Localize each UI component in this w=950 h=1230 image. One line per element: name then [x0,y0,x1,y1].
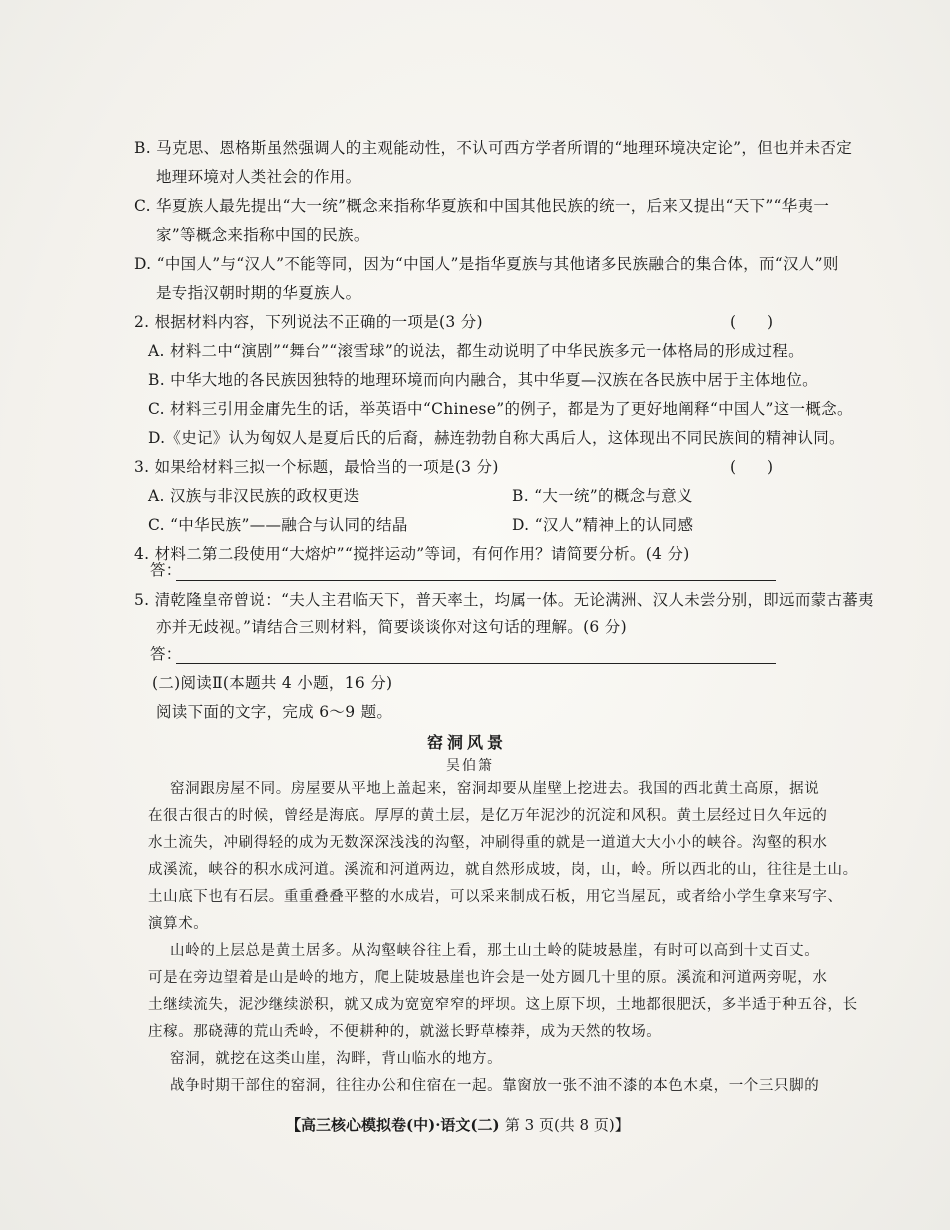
q3-answer-bracket[interactable]: ( ) [730,458,774,476]
article-line: 战争时期干部住的窑洞，往往办公和住宿在一起。靠窗放一张不油不漆的本色木桌，一个三只脚的 [170,1078,820,1094]
q5-stem-line2: 亦并无歧视。”请结合三则材料，简要谈谈你对这句话的理解。(6 分) [156,618,627,636]
q1-option-d-line1: D. “中国人”与“汉人”不能等同，因为“中国人”是指华夏族与其他诸多民族融合的集合体，而“汉人”则 [134,255,839,273]
article-line: 演算术。 [148,916,209,932]
q3-option-d: D. “汉人”精神上的认同感 [512,516,694,534]
q1-option-c-line1: C. 华夏族人最先提出“大一统”概念来指称华夏族和中国其他民族的统一，后来又提出“天下”“华夷一 [134,197,830,215]
q2-option-c: C. 材料三引用金庸先生的话，举英语中“Chinese”的例子，都是为了更好地阐释“中国人”这一概念。 [148,400,853,418]
q2-option-b: B. 中华大地的各民族因独特的地理环境而向内融合，其中华夏—汉族在各民族中居于主体地位。 [148,371,818,389]
article-line: 窑洞，就挖在这类山崖，沟畔，背山临水的地方。 [170,1051,503,1067]
article-line: 庄稼。那硗薄的荒山秃岭，不便耕种的，就滋长野草榛莽，成为天然的牧场。 [148,1024,662,1040]
q3-stem: 3. 如果给材料三拟一个标题，最恰当的一项是(3 分) [134,458,499,476]
q1-option-d-line2: 是专指汉朝时期的华夏族人。 [156,284,362,302]
q2-option-a: A. 材料二中“演剧”“舞台”“滚雪球”的说法，都生动说明了中华民族多元一体格局的形成过程。 [148,342,804,360]
article-author: 吴伯箫 [446,758,494,774]
page-footer [286,1114,630,1135]
q5-stem-line1: 5. 清乾隆皇帝曾说：“夫人主君临天下，普天率土，均属一体。无论满洲、汉人未尝分别，即远而蒙古蕃夷 [134,591,874,609]
q2-answer-bracket[interactable]: ( ) [730,313,774,331]
section-instruction: 阅读下面的文字，完成 6～9 题。 [156,703,393,721]
article-line: 水土流失，冲刷得轻的成为无数深深浅浅的沟壑，冲刷得重的就是一道道大大小小的峡谷。沟壑的积水 [148,835,828,851]
q5-answer-line[interactable] [176,663,776,664]
q4-answer-line[interactable] [176,580,776,581]
article-title: 窑洞风景 [427,733,508,752]
q3-option-c: C. “中华民族”——融合与认同的结晶 [148,516,408,534]
q5-answer-label: 答： [150,645,182,663]
q3-option-a: A. 汉族与非汉民族的政权更迭 [148,487,360,505]
article-line: 可是在旁边望着是山是岭的地方，爬上陡坡悬崖也许会是一处方圆几十里的原。溪流和河道两旁呢，水 [148,970,828,986]
q3-option-b: B. “大一统”的概念与意义 [512,487,693,505]
section-heading: (二)阅读Ⅱ(本题共 4 小题，16 分) [152,674,393,692]
q4-answer-label: 答： [150,561,182,579]
article-line: 成溪流，峡谷的积水成河道。溪流和河道两边，就自然形成坡，岗，山，岭。所以西北的山，往往是土山。 [148,862,858,878]
article-line: 土山底下也有石层。重重叠叠平整的水成岩，可以采来制成石板，用它当屋瓦，或者给小学生拿来写字、 [148,889,843,905]
q1-option-c-line2: 家”等概念来指称中国的民族。 [156,226,370,244]
footer-page-number: 第 3 页(共 8 页)】 [504,1116,630,1134]
q1-option-b-line2: 地理环境对人类社会的作用。 [156,168,362,186]
q2-stem: 2. 根据材料内容，下列说法不正确的一项是(3 分) [134,313,483,331]
article-line: 窑洞跟房屋不同。房屋要从平地上盖起来，窑洞却要从崖壁上挖进去。我国的西北黄土高原，据说 [170,781,820,797]
article-line: 山岭的上层总是黄土居多。从沟壑峡谷往上看，那土山土岭的陡坡悬崖，有时可以高到十丈百丈。 [170,943,820,959]
q4-stem: 4. 材料二第二段使用“大熔炉”“搅拌运动”等词，有何作用？请简要分析。(4 分) [134,545,690,563]
footer-exam-name: 【高三核心模拟卷(中)·语文(二) [286,1116,500,1134]
article-line: 土继续流失，泥沙继续淤积，就又成为宽宽窄窄的坪坝。这上原下坝，土地都很肥沃，多半适于种五谷，长 [148,997,858,1013]
article-line: 在很古很古的时候，曾经是海底。厚厚的黄土层，是亿万年泥沙的沉淀和风积。黄土层经过日久年远的 [148,808,828,824]
q2-option-d: D.《史记》认为匈奴人是夏后氏的后裔，赫连勃勃自称大禹后人，这体现出不同民族间的精神认同。 [148,429,845,447]
q1-option-b-line1: B. 马克思、恩格斯虽然强调人的主观能动性，不认可西方学者所谓的“地理环境决定论”，但也并未否定 [134,139,852,157]
